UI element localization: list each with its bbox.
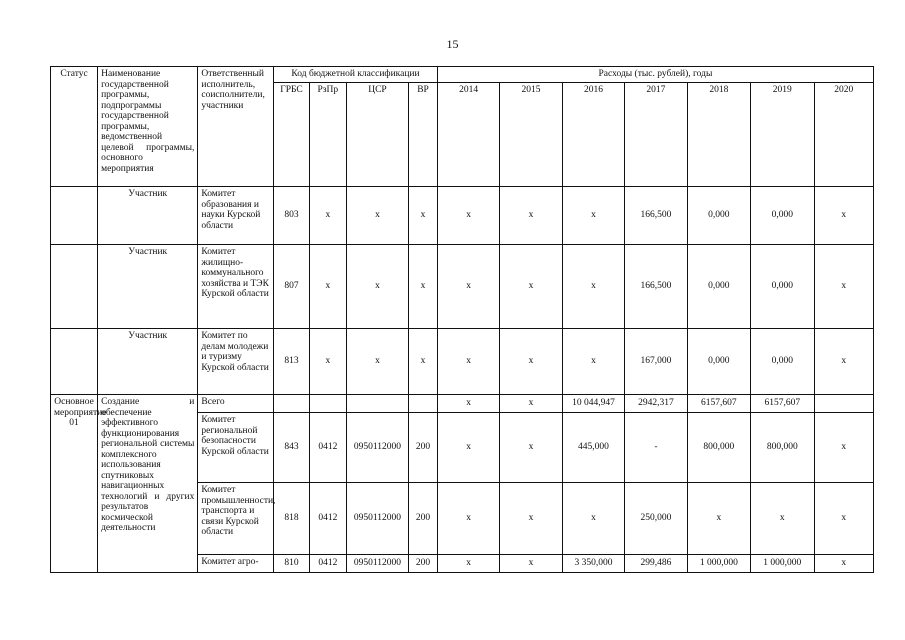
value-cell: 166,500 <box>625 245 687 329</box>
value-cell: 166,500 <box>625 187 687 245</box>
value-cell: х <box>500 187 562 245</box>
value-cell: х <box>814 483 873 555</box>
code-cell: х <box>409 187 438 245</box>
code-cell: 200 <box>409 555 438 573</box>
main-event-status: Основное мероприятие 01 <box>51 395 98 573</box>
executor-cell: Комитет образования и науки Курской области <box>198 187 274 245</box>
name-cell: Участник <box>98 245 198 329</box>
table-row <box>51 395 874 413</box>
page-number: 15 <box>446 37 459 51</box>
value-cell: 299,486 <box>625 555 687 573</box>
header-year: 2017 <box>625 83 687 187</box>
value-cell: 167,000 <box>625 329 687 395</box>
code-cell: 200 <box>409 413 438 483</box>
header-code-group: Код бюджетной классификации <box>274 67 438 83</box>
value-cell: х <box>437 483 499 555</box>
value-cell: х <box>437 187 499 245</box>
code-cell: х <box>309 245 346 329</box>
value-cell: х <box>814 413 873 483</box>
value-cell: 0,000 <box>687 187 750 245</box>
value-cell: 0,000 <box>687 245 750 329</box>
executor-cell: Комитет жилищно-коммунального хозяйства и ТЭК Курской области <box>198 245 274 329</box>
value-cell: 800,000 <box>687 413 750 483</box>
value-cell: х <box>437 329 499 395</box>
value-cell: х <box>814 245 873 329</box>
code-cell: х <box>309 329 346 395</box>
value-cell: 1 000,000 <box>751 555 814 573</box>
value-cell: х <box>437 555 499 573</box>
main-event-name: Создание и обеспечение эффективного функционирования региональной системы комплексного использования спутниковых навигационных технологий и других результатов космической деятельности <box>98 395 198 573</box>
status-cell <box>51 245 98 329</box>
code-cell <box>346 395 408 413</box>
code-cell: 843 <box>274 413 310 483</box>
value-cell: 800,000 <box>751 413 814 483</box>
code-cell: 0412 <box>309 483 346 555</box>
header-year: 2020 <box>814 83 873 187</box>
value-cell: - <box>625 413 687 483</box>
code-cell: 813 <box>274 329 310 395</box>
value-cell: х <box>562 245 624 329</box>
value-cell: х <box>562 329 624 395</box>
header-year: 2019 <box>751 83 814 187</box>
header-expenses-group: Расходы (тыс. рублей), годы <box>437 67 873 83</box>
value-cell: 250,000 <box>625 483 687 555</box>
executor-cell: Комитет региональной безопасности Курской области <box>198 413 274 483</box>
code-cell <box>309 395 346 413</box>
header-rzpr: РзПр <box>309 83 346 187</box>
value-cell: х <box>562 483 624 555</box>
code-cell: х <box>346 329 408 395</box>
value-cell: 10 044,947 <box>562 395 624 413</box>
code-cell: 0412 <box>309 413 346 483</box>
code-cell: 810 <box>274 555 310 573</box>
code-cell: 200 <box>409 483 438 555</box>
code-cell: х <box>346 245 408 329</box>
header-year: 2015 <box>500 83 562 187</box>
value-cell: 6157,607 <box>751 395 814 413</box>
value-cell <box>814 395 873 413</box>
status-cell <box>51 329 98 395</box>
table-row <box>51 329 874 395</box>
value-cell: х <box>814 329 873 395</box>
executor-cell: Всего <box>198 395 274 413</box>
name-cell: Участник <box>98 187 198 245</box>
table-row <box>51 245 874 329</box>
value-cell: х <box>500 395 562 413</box>
executor-cell: Комитет по делам молодежи и туризму Курской области <box>198 329 274 395</box>
header-status: Статус <box>51 67 98 187</box>
value-cell: х <box>500 555 562 573</box>
code-cell: 818 <box>274 483 310 555</box>
header-grbs: ГРБС <box>274 83 310 187</box>
value-cell: х <box>500 245 562 329</box>
header-year: 2016 <box>562 83 624 187</box>
budget-table <box>50 66 874 573</box>
code-cell: х <box>409 329 438 395</box>
code-cell: 807 <box>274 245 310 329</box>
header-year: 2014 <box>437 83 499 187</box>
executor-cell: Комитет агро- <box>198 555 274 573</box>
value-cell: х <box>437 395 499 413</box>
value-cell: 445,000 <box>562 413 624 483</box>
value-cell: 0,000 <box>751 187 814 245</box>
code-cell: 0412 <box>309 555 346 573</box>
code-cell: 803 <box>274 187 310 245</box>
value-cell: 2942,317 <box>625 395 687 413</box>
value-cell: х <box>687 483 750 555</box>
value-cell: х <box>500 483 562 555</box>
value-cell: х <box>751 483 814 555</box>
value-cell: 3 350,000 <box>562 555 624 573</box>
value-cell: х <box>562 187 624 245</box>
code-cell: 0950112000 <box>346 483 408 555</box>
code-cell: х <box>309 187 346 245</box>
code-cell: 0950112000 <box>346 555 408 573</box>
value-cell: х <box>814 187 873 245</box>
value-cell: х <box>500 329 562 395</box>
header-csr: ЦСР <box>346 83 408 187</box>
executor-cell: Комитет промышленности, транспорта и связи Курской области <box>198 483 274 555</box>
header-executor: Ответственный исполнитель, соисполнители, участники <box>198 67 274 187</box>
code-cell: х <box>346 187 408 245</box>
value-cell: 0,000 <box>751 245 814 329</box>
value-cell: 6157,607 <box>687 395 750 413</box>
header-name: Наименование государственной программы, подпрограммы государственной программы, ведомственной целевой программы, основного мероприятия <box>98 67 198 187</box>
value-cell: х <box>814 555 873 573</box>
header-vr: ВР <box>409 83 438 187</box>
value-cell: 1 000,000 <box>687 555 750 573</box>
value-cell: 0,000 <box>751 329 814 395</box>
value-cell: 0,000 <box>687 329 750 395</box>
code-cell: х <box>409 245 438 329</box>
value-cell: х <box>437 245 499 329</box>
value-cell: х <box>437 413 499 483</box>
table-row <box>51 187 874 245</box>
value-cell: х <box>500 413 562 483</box>
code-cell: 0950112000 <box>346 413 408 483</box>
code-cell <box>409 395 438 413</box>
name-cell: Участник <box>98 329 198 395</box>
code-cell <box>274 395 310 413</box>
status-cell <box>51 187 98 245</box>
header-year: 2018 <box>687 83 750 187</box>
